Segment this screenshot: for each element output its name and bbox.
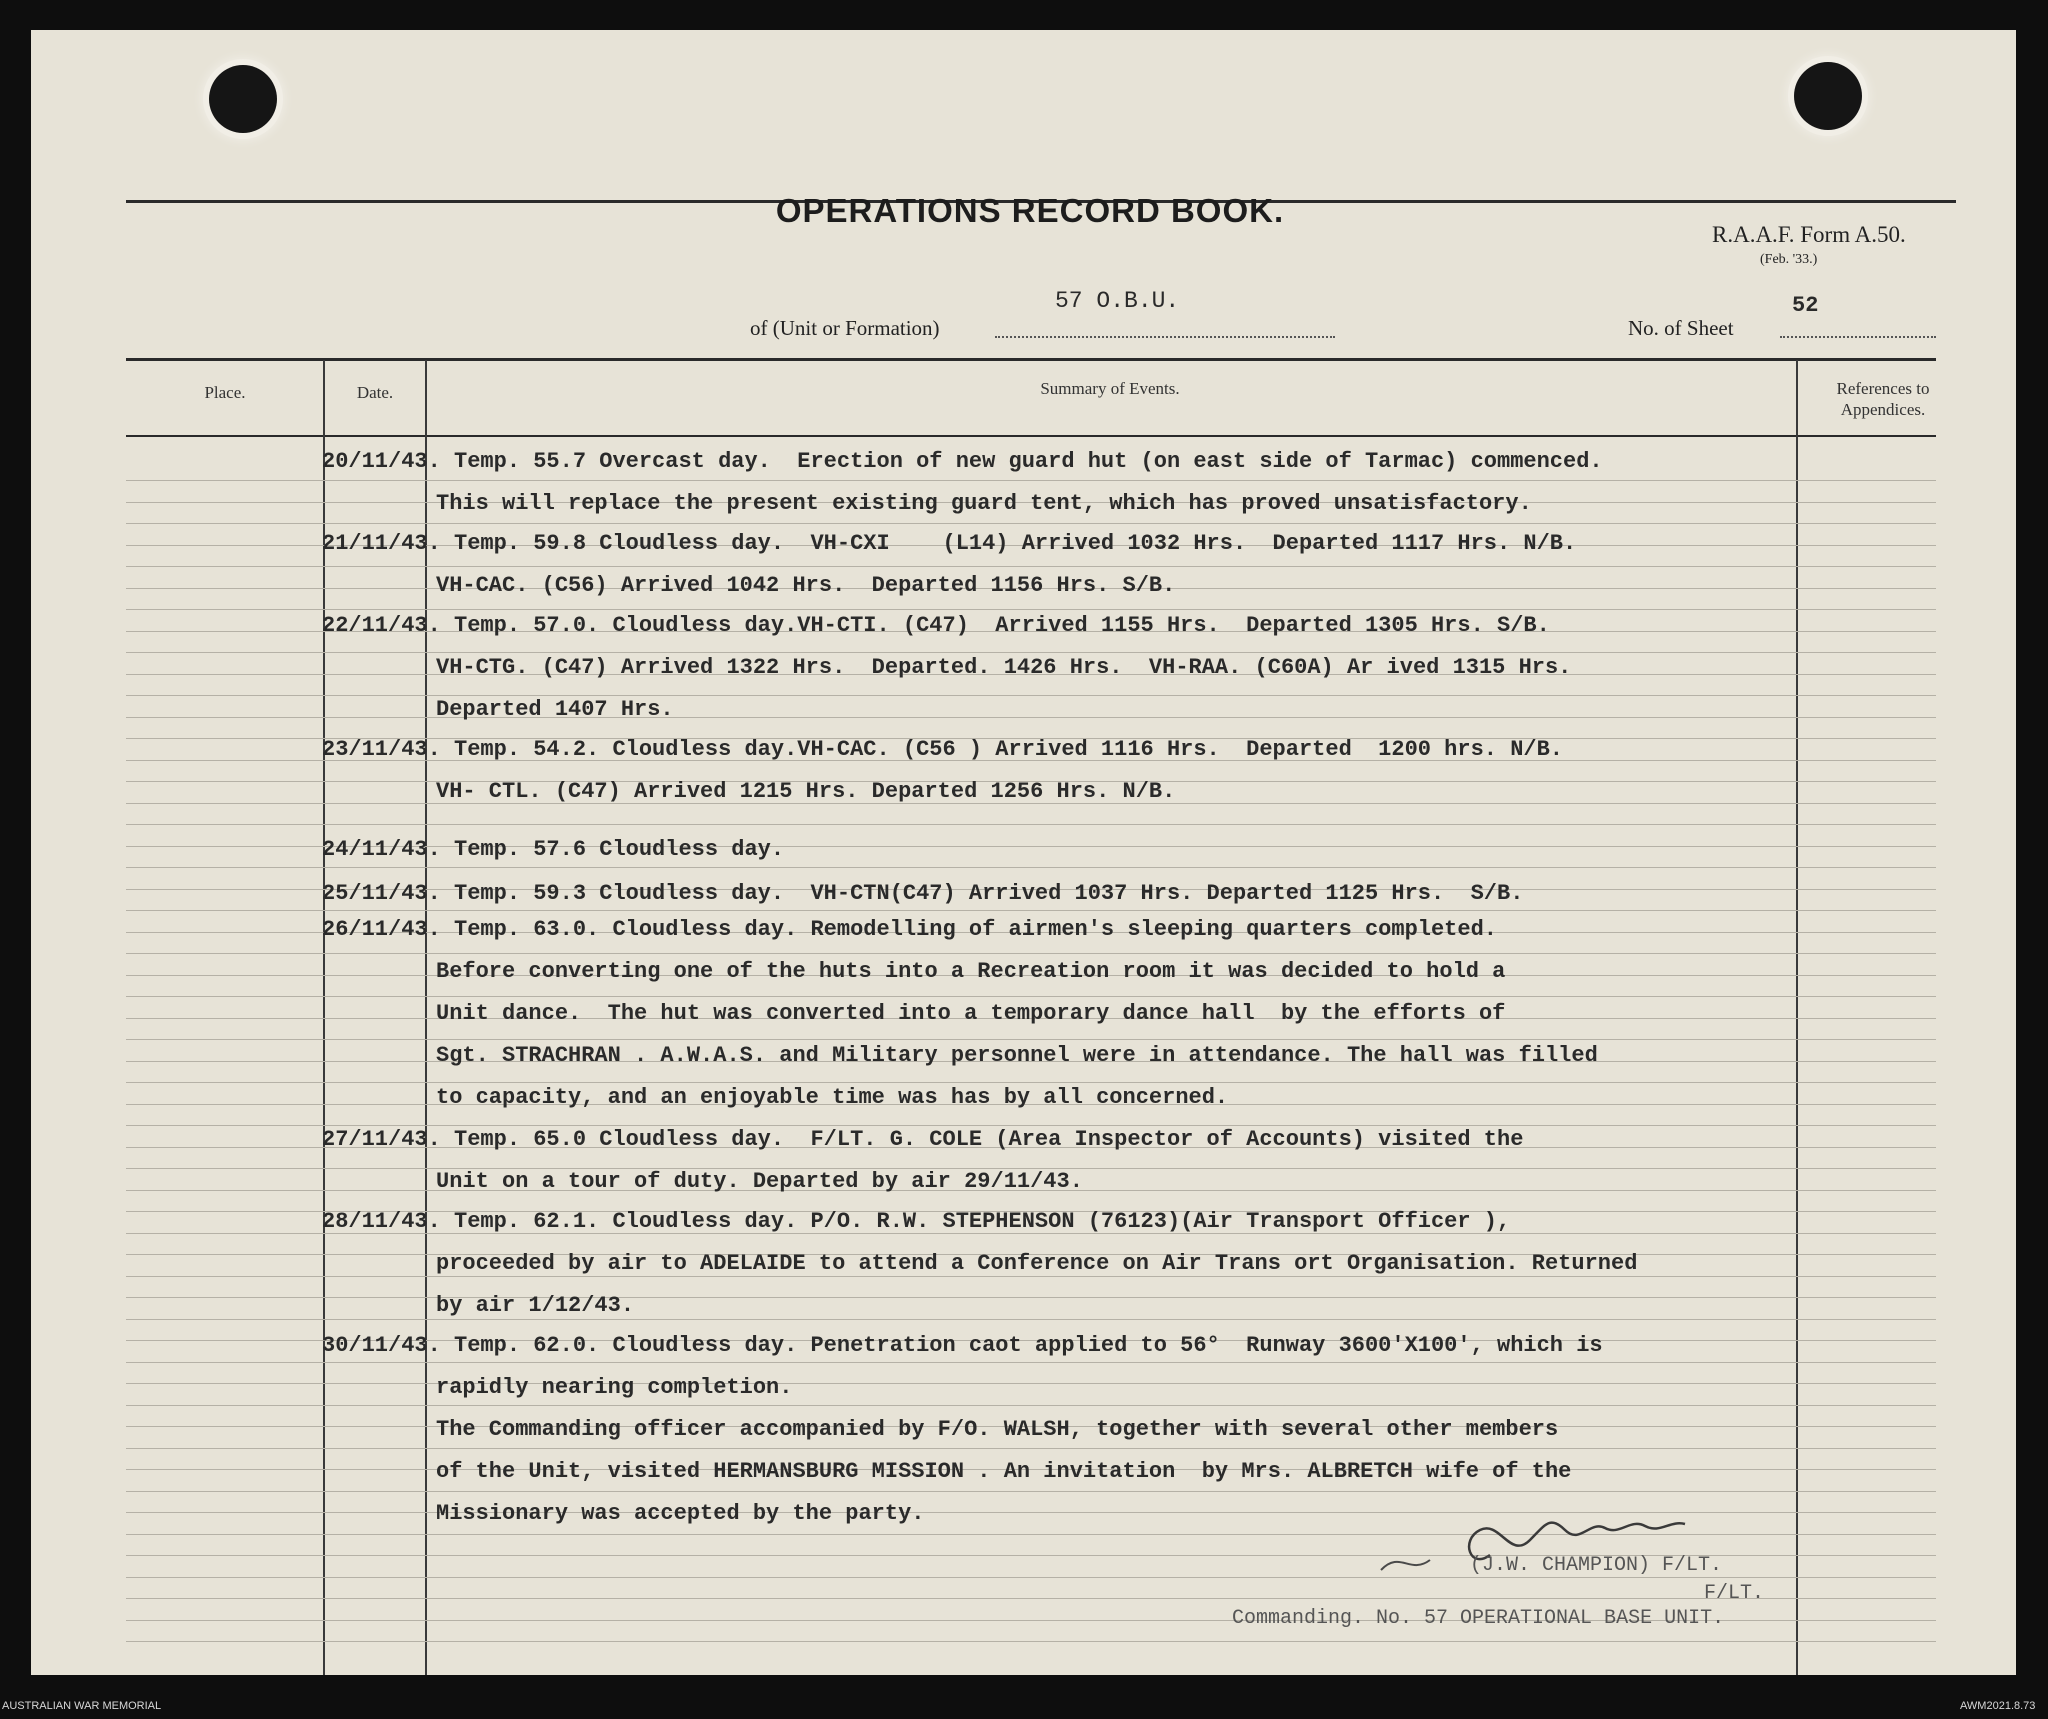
sheet-label: No. of Sheet <box>1628 316 1734 340</box>
ruled-line <box>126 566 1936 567</box>
unit-value: 57 O.B.U. <box>1055 288 1180 314</box>
footer-right: AWM2021.8.73 <box>1960 1700 2036 1712</box>
entry-first-line: 25/11/43. Temp. 59.3 Cloudless day. VH-CTN(C47) Arrived 1037 Hrs. Departed 1125 Hrs. S/B. <box>322 881 1524 906</box>
ruled-line <box>126 996 1936 997</box>
ruled-line <box>126 1276 1936 1277</box>
page-title: OPERATIONS RECORD BOOK. <box>775 192 1285 229</box>
ruled-line <box>126 910 1936 911</box>
punch-hole-right <box>1794 62 1862 130</box>
entry-first-line: 26/11/43. Temp. 63.0. Cloudless day. Remodelling of airmen's sleeping quarters completed. <box>322 917 1497 942</box>
entry-continuation-line: Before converting one of the huts into a Recreation room it was decided to hold a <box>436 959 1506 984</box>
entry-first-line: 22/11/43. Temp. 57.0. Cloudless day.VH-CTI. (C47) Arrived 1155 Hrs. Departed 1305 Hrs. S/B. <box>322 613 1550 638</box>
table-top-rule <box>126 358 1936 361</box>
entry-first-line: 23/11/43. Temp. 54.2. Cloudless day.VH-CAC. (C56 ) Arrived 1116 Hrs. Departed 1200 hrs. N/B. <box>322 737 1564 762</box>
ruled-line <box>126 1082 1936 1083</box>
refs-header-line-1: References to <box>1836 379 1930 398</box>
entry-continuation-line: Missionary was accepted by the party. <box>436 1501 925 1526</box>
form-number: R.A.A.F. Form A.50. <box>1712 222 1906 247</box>
signature-rank: F/LT. <box>1704 1582 1765 1605</box>
punch-hole-left <box>209 65 277 133</box>
ruled-line <box>126 953 1936 954</box>
entry-continuation-line: Departed 1407 Hrs. <box>436 697 674 722</box>
ruled-line <box>126 1491 1936 1492</box>
ruled-line <box>126 695 1936 696</box>
ruled-line <box>126 1641 1936 1642</box>
header-bottom-rule <box>126 435 1936 437</box>
entry-continuation-line: Sgt. STRACHRAN . A.W.A.S. and Military personnel were in attendance. The hall was filled <box>436 1043 1598 1068</box>
ruled-line <box>126 480 1936 481</box>
ruled-line <box>126 1448 1936 1449</box>
column-header-date: Date. <box>356 383 394 402</box>
ruled-line <box>126 523 1936 524</box>
entry-continuation-line: This will replace the present existing guard tent, which has proved unsatisfactory. <box>436 491 1532 516</box>
entry-first-line: 20/11/43. Temp. 55.7 Overcast day. Erection of new guard hut (on east side of Tarmac) commenced. <box>322 449 1603 474</box>
signature-block <box>1380 1500 1800 1580</box>
form-date: (Feb. '33.) <box>1760 252 1818 267</box>
ruled-line <box>126 867 1936 868</box>
entry-continuation-line: VH- CTL. (C47) Arrived 1215 Hrs. Departed 1256 Hrs. N/B. <box>436 779 1176 804</box>
commanding-line: Commanding. No. 57 OPERATIONAL BASE UNIT. <box>1232 1607 1725 1630</box>
column-header-place: Place. <box>204 383 246 402</box>
entry-first-line: 27/11/43. Temp. 65.0 Cloudless day. F/LT. G. COLE (Area Inspector of Accounts) visited the <box>322 1127 1524 1152</box>
ruled-line <box>126 1405 1936 1406</box>
refs-header-line-2: Appendices. <box>1840 400 1926 419</box>
entry-continuation-line: The Commanding officer accompanied by F/O. WALSH, together with several other members <box>436 1417 1559 1442</box>
entry-first-line: 30/11/43. Temp. 62.0. Cloudless day. Penetration caot applied to 56° Runway 3600'X100', which is <box>322 1333 1603 1358</box>
entry-continuation-line: proceeded by air to ADELAIDE to attend a Conference on Air Trans ort Organisation. Returned <box>436 1251 1638 1276</box>
ruled-line <box>126 652 1936 653</box>
column-header-refs <box>1798 378 1968 420</box>
ruled-line <box>126 1383 1936 1384</box>
ruled-line <box>126 824 1936 825</box>
unit-dotted-line <box>995 336 1335 338</box>
ruled-line <box>126 1362 1936 1363</box>
column-header-summary: Summary of Events. <box>1040 379 1180 398</box>
entry-continuation-line: rapidly nearing completion. <box>436 1375 793 1400</box>
ruled-line <box>126 1039 1936 1040</box>
ruled-line <box>126 1297 1936 1298</box>
entry-continuation-line: of the Unit, visited HERMANSBURG MISSION . An invitation by Mrs. ALBRETCH wife of the <box>436 1459 1572 1484</box>
unit-label: of (Unit or Formation) <box>750 316 940 340</box>
entry-first-line: 21/11/43. Temp. 59.8 Cloudless day. VH-CXI (L14) Arrived 1032 Hrs. Departed 1117 Hrs. N/B. <box>322 531 1577 556</box>
footer-left: AUSTRALIAN WAR MEMORIAL <box>2 1700 162 1712</box>
ruled-line <box>126 1598 1936 1599</box>
entry-continuation-line: Unit dance. The hut was converted into a temporary dance hall by the efforts of <box>436 1001 1506 1026</box>
entry-continuation-line: Unit on a tour of duty. Departed by air 29/11/43. <box>436 1169 1083 1194</box>
entry-continuation-line: VH-CAC. (C56) Arrived 1042 Hrs. Departed 1156 Hrs. S/B. <box>436 573 1176 598</box>
entry-first-line: 28/11/43. Temp. 62.1. Cloudless day. P/O. R.W. STEPHENSON (76123)(Air Transport Officer ), <box>322 1209 1511 1234</box>
entry-continuation-line: by air 1/12/43. <box>436 1293 635 1318</box>
ruled-line <box>126 1319 1936 1320</box>
entry-continuation-line: to capacity, and an enjoyable time was has by all concerned. <box>436 1085 1229 1110</box>
ruled-line <box>126 609 1936 610</box>
ruled-line <box>126 1125 1936 1126</box>
sheet-dotted-line <box>1780 336 1936 338</box>
entry-continuation-line: VH-CTG. (C47) Arrived 1322 Hrs. Departed. 1426 Hrs. VH-RAA. (C60A) Ar ived 1315 Hrs. <box>436 655 1572 680</box>
sheet-number: 52 <box>1792 293 1819 318</box>
entry-first-line: 24/11/43. Temp. 57.6 Cloudless day. <box>322 837 785 862</box>
signature-name-line: (J.W. CHAMPION) F/LT. <box>1470 1554 1723 1577</box>
ruled-line <box>126 717 1936 718</box>
